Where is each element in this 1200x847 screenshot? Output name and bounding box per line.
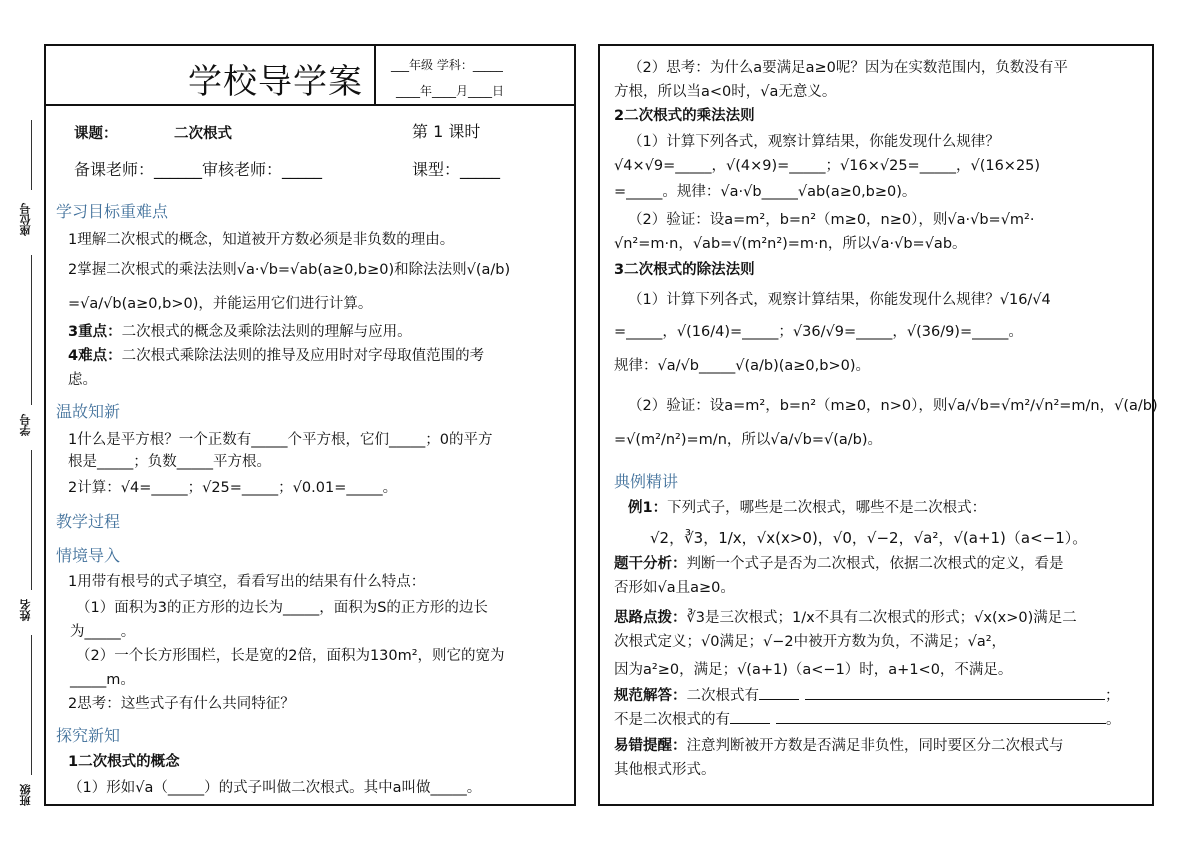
division-question: （1）计算下列各式，观察计算结果，你能发现什么规律？√16/√4 xyxy=(628,292,1051,308)
difficulty-text-cont: 虑。 xyxy=(68,372,97,388)
example-list: √2，∛3，1/x，√x(x>0)，√0，√−2，√a²，√(a+1)（a<−1）。 xyxy=(650,529,1088,547)
multiplication-proof-1: （2）验证：设a=m²，b=n²（m≥0，n≥0），则√a·√b=√m²· xyxy=(628,212,1035,228)
multiplication-proof-2: √n²=m·n，√ab=√(m²n²)=m·n，所以√a·√b=√ab。 xyxy=(614,236,967,252)
section-explore: 探究新知 xyxy=(56,726,121,745)
class-label: 班级 xyxy=(19,784,32,806)
division-proof-1: （2）验证：设a=m²，b=n²（m≥0，n>0），则√a/√b=√m²/√n²=m/n，√(a/b) xyxy=(628,398,1158,414)
hint-3: 因为a²≥0，满足；√(a+1)（a<−1）时，a+1<0，不满足。 xyxy=(614,662,1013,678)
answer-1: 二次根式有 xyxy=(686,688,759,704)
warning-2: 其他根式形式。 xyxy=(614,762,716,778)
grade-subject-line: ___年级 学科：_____ xyxy=(391,58,503,72)
margin-line xyxy=(31,255,32,405)
section-goals: 学习目标重难点 xyxy=(56,202,169,221)
topic-value: 二次根式 xyxy=(174,126,232,142)
section-example: 典例精讲 xyxy=(614,472,679,491)
period: 第 1 课时 xyxy=(412,122,481,141)
section-review: 温故知新 xyxy=(56,402,121,421)
multiplication-question: （1）计算下列各式，观察计算结果，你能发现什么规律？ xyxy=(628,134,1000,150)
concept-text: （1）形如√a（_____）的式子叫做二次根式。其中a叫做_____。 xyxy=(68,780,482,796)
think-1: （2）思考：为什么a要满足a≥0呢？因为在实数范围内，负数没有平 xyxy=(628,60,1068,76)
hint-2: 次根式定义；√0满足；√−2中被开方数为负，不满足；√a²， xyxy=(614,634,1007,650)
section-intro: 情境导入 xyxy=(56,546,121,565)
right-panel: （2）思考：为什么a要满足a≥0呢？因为在实数范围内，负数没有平 方根，所以当a<0时，√a无意义。 2二次根式的乘法法则 （1）计算下列各式，观察计算结果，你能发现什么规律？ √4×√9=_____，√(4×9)=_____；√16×√25=_____，√(16×25) =_____。规律：√a·√b_____√ab(a≥0,b≥0)。 （2）验证：设a=m²，b=n²（m≥0，n≥0），则√a·√b=√m²· √n²=m·n，√ab=√(m²n²)=m·n，所以√a·√b=√ab。 3二次根式的除法法则 （1）计算下列各式，观察计算结果，你能发现什么规律？√16/√4 =_____，√(16/4)=_____；√36/√9=_____，√(36/9)=_____。 规律：√a/√b_____√(a/b)(a≥0,b>0)。 （2）验证：设a=m²，b=n²（m≥0，n>0），则√a/√b=√m²/√n²=m/n，√(a/b) =√(m²/n²)=m/n，所以√a/√b=√(a/b)。 典例精讲 例1：下列式子，哪些是二次根式，哪些不是二次根式： √2，∛3，1/x，√x(x>0)，√0，√−2，√a²，√(a+1)（a<−1）。 题干分析：判断一个式子是否为二次根式，依据二次根式的定义，看是 否形如√a且a≥0。 思路点拨：∛3是三次根式；1/x不具有二次根式的形式；√x(x>0)满足二 次根式定义；√0满足；√−2中被开方数为负，不满足；√a²， 因为a²≥0，满足；√(a+1)（a<−1）时，a+1<0，不满足。 规范解答：二次根式有 ； 不是二次根式的有 。 易错提醒：注意判断被开方数是否满足非负性，同时要区分二次根式与 其他根式形式。 xyxy=(598,44,1154,806)
answer-blank-long xyxy=(805,687,1105,700)
teachers: 备课老师：______审核老师：_____ xyxy=(74,160,323,179)
margin-line xyxy=(31,120,32,190)
header xyxy=(46,46,574,106)
left-panel xyxy=(44,44,576,806)
key-label: 3重点： xyxy=(68,324,122,340)
margin-line xyxy=(31,450,32,590)
header-divider xyxy=(374,46,376,104)
margin-line xyxy=(31,635,32,775)
goal-2b: =√a/√b(a≥0,b>0)，并能运用它们进行计算。 xyxy=(68,296,373,312)
section-process: 教学过程 xyxy=(56,512,121,531)
multiplication-title: 2二次根式的乘法法则 xyxy=(614,108,755,124)
goal-1: 1理解二次根式的概念，知道被开方数必须是非负数的理由。 xyxy=(68,232,455,248)
answer-2: 不是二次根式的有 xyxy=(614,712,730,728)
seat-number-label: 座位号 xyxy=(19,203,32,237)
intro-2a: （2）一个长方形围栏，长是宽的2倍，面积为130m²，则它的宽为 xyxy=(76,648,505,664)
difficulty-text: 二次根式乘除法法则的推导及应用时对字母取值范围的考 xyxy=(121,348,485,364)
warning-1: 注意判断被开方数是否满足非负性，同时要区分二次根式与 xyxy=(686,738,1064,754)
division-title: 3二次根式的除法法则 xyxy=(614,262,755,278)
answer-label: 规范解答： xyxy=(614,688,687,704)
page-title: 学校导学案 xyxy=(188,62,363,102)
intro-1b: 为_____。 xyxy=(70,624,136,640)
name-label: 姓名 xyxy=(19,599,32,621)
division-rule: 规律：√a/√b_____√(a/b)(a≥0,b>0)。 xyxy=(614,358,870,374)
think-2: 方根，所以当a<0时，√a无意义。 xyxy=(614,84,837,100)
topic-label: 课题： xyxy=(74,126,118,142)
analysis-2: 否形如√a且a≥0。 xyxy=(614,580,735,596)
intro-1: 1用带有根号的式子填空，看看写出的结果有什么特点： xyxy=(68,574,426,590)
concept-title: 1二次根式的概念 xyxy=(68,754,180,770)
answer-blank-short-2 xyxy=(730,711,770,724)
division-proof-2: =√(m²/n²)=m/n，所以√a/√b=√(a/b)。 xyxy=(614,432,883,448)
intro-1a: （1）面积为3的正方形的边长为_____，面积为S的正方形的边长 xyxy=(76,600,488,616)
multiplication-rule: =_____。规律：√a·√b_____√ab(a≥0,b≥0)。 xyxy=(614,184,917,200)
answer-blank-short xyxy=(759,687,799,700)
example-question: 下列式子，哪些是二次根式，哪些不是二次根式： xyxy=(667,500,987,516)
review-1a: 1什么是平方根？一个正数有_____个平方根，它们_____；0的平方 xyxy=(68,432,493,448)
intro-3: 2思考：这些式子有什么共同特征？ xyxy=(68,696,295,712)
review-1b: 根是_____；负数_____平方根。 xyxy=(68,454,271,470)
division-calc: =_____，√(16/4)=_____；√36/√9=_____，√(36/9)=_____。 xyxy=(614,324,1023,340)
multiplication-calc: √4×√9=_____，√(4×9)=_____；√16×√25=_____，√(16×25) xyxy=(614,158,1041,174)
hint-1: ∛3是三次根式；1/x不具有二次根式的形式；√x(x>0)满足二 xyxy=(686,610,1077,626)
date-line: ____年____月____日 xyxy=(396,84,505,98)
difficulty-label: 4难点： xyxy=(68,348,122,364)
analysis-1: 判断一个式子是否为二次根式，依据二次根式的定义，看是 xyxy=(686,556,1064,572)
key-text: 二次根式的概念及乘除法法则的理解与应用。 xyxy=(121,324,412,340)
analysis-label: 题干分析： xyxy=(614,556,687,572)
warning-label: 易错提醒： xyxy=(614,738,687,754)
example-label: 例1： xyxy=(628,500,668,516)
hint-label: 思路点拨： xyxy=(614,610,687,626)
student-number-label: 学号 xyxy=(19,414,32,436)
intro-2b: _____m。 xyxy=(70,672,135,688)
answer-blank-long-2 xyxy=(776,711,1106,724)
binding-margin xyxy=(18,0,44,847)
lesson-type: 课型：_____ xyxy=(412,160,501,179)
review-2: 2计算：√4=_____；√25=_____；√0.01=_____。 xyxy=(68,480,398,496)
goal-2a: 2掌握二次根式的乘法法则√a·√b=√ab(a≥0,b≥0)和除法法则√(a/b) xyxy=(68,262,511,278)
